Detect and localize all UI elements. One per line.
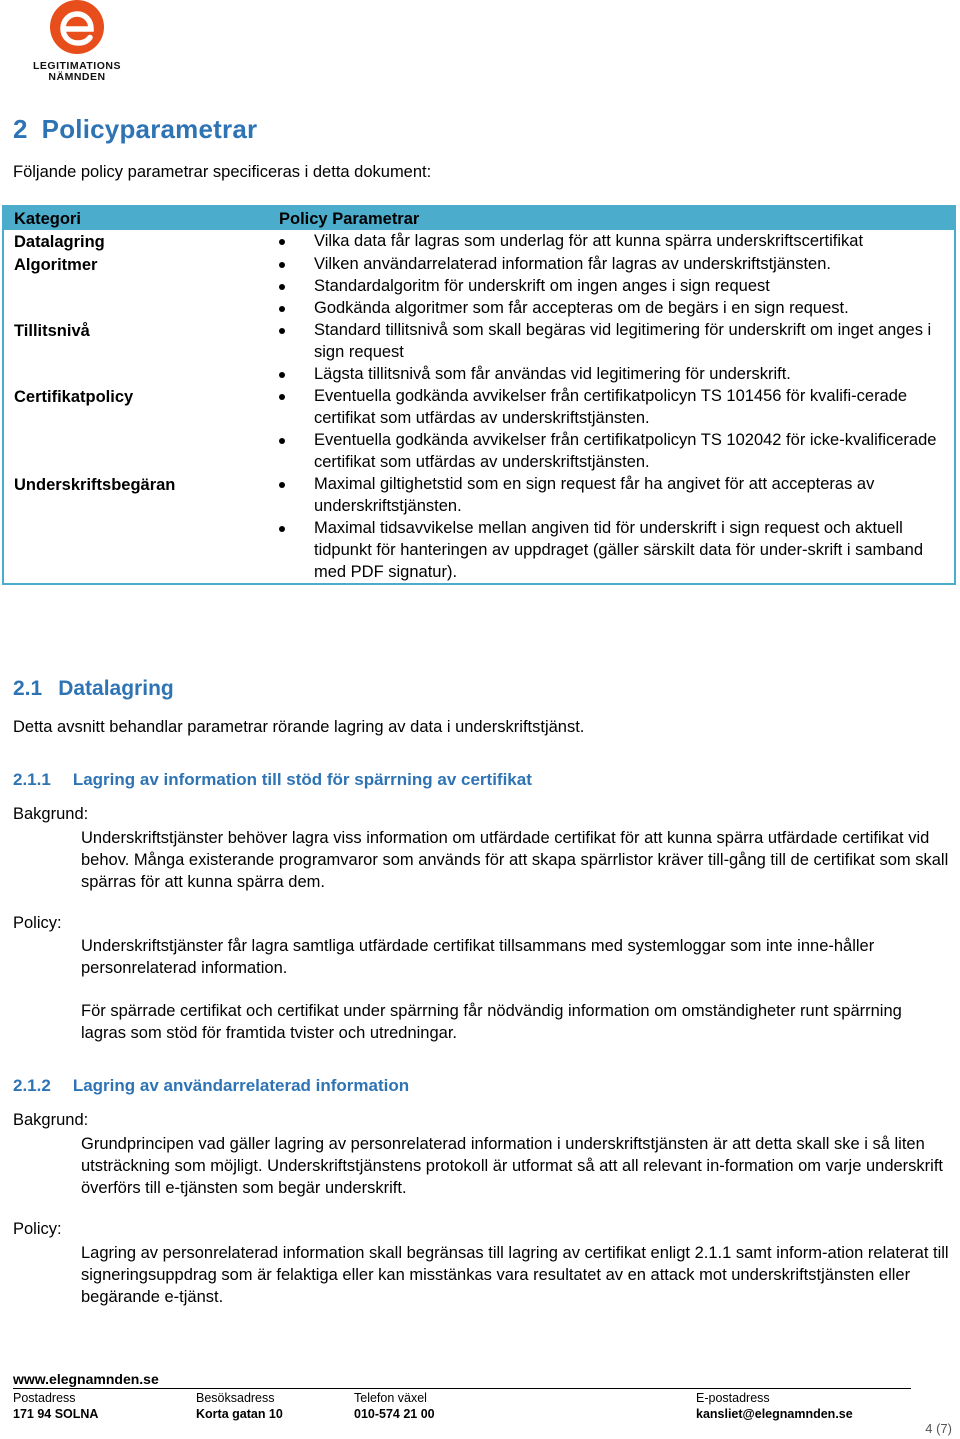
row-category: Tillitsnivå bbox=[14, 322, 90, 340]
footer-value: 010-574 21 00 bbox=[354, 1407, 435, 1421]
subsection-number: 2.1 bbox=[13, 677, 43, 700]
footer-divider bbox=[13, 1388, 911, 1389]
list-item: Eventuella godkända avvikelser från certifikatpolicyn TS 101456 för kvalifi-cerade certifikat som utfärdas av underskriftstjänsten. bbox=[279, 385, 946, 429]
policy-text: Lagring av personrelaterad information skall begränsas till lagring av certifikat enligt 2.1.1 samt inform-ation relaterat till signeringsuppdrag som är felaktiga eller kan misstänkas vara resultatet av en attack mot underskriftstjänsten eller begärande e-tjänst. bbox=[81, 1244, 949, 1306]
list-item: Standardalgoritm för underskrift om ingen anges i sign request bbox=[279, 275, 946, 297]
logo-line1: LEGITIMATIONS bbox=[33, 60, 121, 72]
row-category: Underskriftsbegäran bbox=[14, 476, 176, 494]
footer-label: E-postadress bbox=[696, 1391, 770, 1405]
subsection-title: Lagring av användarrelaterad information bbox=[72, 1076, 410, 1095]
page-number: 4 (7) bbox=[925, 1421, 952, 1436]
subsection-number: 2.1.2 bbox=[13, 1076, 51, 1095]
footer-label: Postadress bbox=[13, 1391, 76, 1405]
section-intro: Följande policy parametrar specificeras i detta dokument: bbox=[13, 163, 432, 181]
subsection-number: 2.1.1 bbox=[13, 770, 51, 789]
bakgrund-text: Grundprincipen vad gäller lagring av personrelaterad information i underskriftstjänsten är att detta skall ske i så liten utsträckning som möjligt. Underskriftstjänstens protokoll är utformat så att all relevant in-formation om varje underskrift överförs till e-tjänsten som begär underskrift. bbox=[81, 1135, 944, 1197]
bakgrund-label: Bakgrund: bbox=[13, 805, 89, 823]
subsection-intro: Detta avsnitt behandlar parametrar rörande lagring av data i underskriftstjänst. bbox=[13, 718, 585, 736]
row-items bbox=[269, 385, 955, 473]
list-item: Maximal tidsavvikelse mellan angiven tid för underskrift i sign request och aktuell tidpunkt för hanteringen av uppdraget (gäller särskilt data för under-skrift i samband med PDF signatur). bbox=[279, 517, 946, 583]
list-item: Eventuella godkända avvikelser från certifikatpolicyn TS 102042 för icke-kvalificerade certifikat som utfärdas av underskriftstjänsten. bbox=[279, 429, 946, 473]
footer-value[interactable]: kansliet@elegnamnden.se bbox=[696, 1407, 853, 1421]
bakgrund-label: Bakgrund: bbox=[13, 1111, 89, 1129]
list-item: Standard tillitsnivå som skall begäras vid legitimering för underskrift om inget anges i sign request bbox=[279, 319, 946, 363]
header-kategori: Kategori bbox=[3, 206, 269, 230]
section-title: Policyparametrar bbox=[41, 114, 258, 144]
footer-besoksadress bbox=[196, 1390, 283, 1422]
list-item: Vilka data får lagras som underlag för att kunna spärra underskriftscertifikat bbox=[279, 230, 946, 252]
footer-label: Telefon växel bbox=[354, 1391, 427, 1405]
row-category: Datalagring bbox=[14, 233, 105, 251]
row-items bbox=[269, 253, 955, 319]
footer-value: Korta gatan 10 bbox=[196, 1407, 283, 1421]
section-number: 2 bbox=[13, 114, 28, 144]
subsection-title: Datalagring bbox=[58, 677, 174, 700]
table-row bbox=[3, 473, 955, 584]
footer-label: Besöksadress bbox=[196, 1391, 275, 1405]
logo bbox=[22, 0, 132, 84]
logo-e-icon bbox=[22, 0, 132, 58]
table-row bbox=[3, 230, 955, 253]
policy-table bbox=[2, 205, 956, 585]
row-items bbox=[269, 473, 955, 584]
table-row bbox=[3, 319, 955, 385]
policy-label: Policy: bbox=[13, 914, 62, 932]
footer-url[interactable]: www.elegnamnden.se bbox=[13, 1371, 159, 1387]
table-header-row bbox=[3, 206, 955, 230]
list-item: Godkända algoritmer som får accepteras om de begärs i en sign request. bbox=[279, 297, 946, 319]
list-item: Maximal giltighetstid som en sign request får ha angivet för att accepteras av underskriftstjänsten. bbox=[279, 473, 946, 517]
row-items bbox=[269, 319, 955, 385]
list-item: Lägsta tillitsnivå som får användas vid legitimering för underskrift. bbox=[279, 363, 946, 385]
list-item: Vilken användarrelaterad information får lagras av underskriftstjänsten. bbox=[279, 253, 946, 275]
logo-line2: NÄMNDEN bbox=[48, 71, 106, 83]
table-row bbox=[3, 385, 955, 473]
policy-text: Underskriftstjänster får lagra samtliga utfärdade certifikat tillsammans med systemloggar som inte inne-håller personrelaterad information. bbox=[81, 937, 875, 977]
policy-text: För spärrade certifikat och certifikat under spärrning får nödvändig information om omständigheter runt spärrning lagras som stöd för framtida tvister och utredningar. bbox=[81, 1002, 902, 1042]
footer-postadress bbox=[13, 1390, 98, 1422]
table-row bbox=[3, 253, 955, 319]
subsection-title: Lagring av information till stöd för spärrning av certifikat bbox=[72, 770, 532, 789]
subsection-heading-2-1 bbox=[13, 677, 174, 701]
row-category: Algoritmer bbox=[14, 256, 98, 274]
footer-epost bbox=[696, 1390, 853, 1422]
bakgrund-text: Underskriftstjänster behöver lagra viss information om utfärdade certifikat för att kunna spärra utfärdade certifikat vid behov. Många existerande programvaror som används för att skapa spärrlistor kräver till-gång till de certifikat som skall spärras för att kunna spärra dem. bbox=[81, 829, 949, 891]
policy-label: Policy: bbox=[13, 1220, 62, 1238]
header-policy-parametrar: Policy Parametrar bbox=[269, 206, 955, 230]
row-items bbox=[269, 230, 955, 253]
subsection-heading-2-1-2 bbox=[13, 1076, 409, 1096]
footer-value: 171 94 SOLNA bbox=[13, 1407, 99, 1421]
footer-telefon bbox=[354, 1390, 435, 1422]
row-category: Certifikatpolicy bbox=[14, 388, 134, 406]
subsection-heading-2-1-1 bbox=[13, 770, 532, 790]
section-heading bbox=[13, 114, 257, 145]
